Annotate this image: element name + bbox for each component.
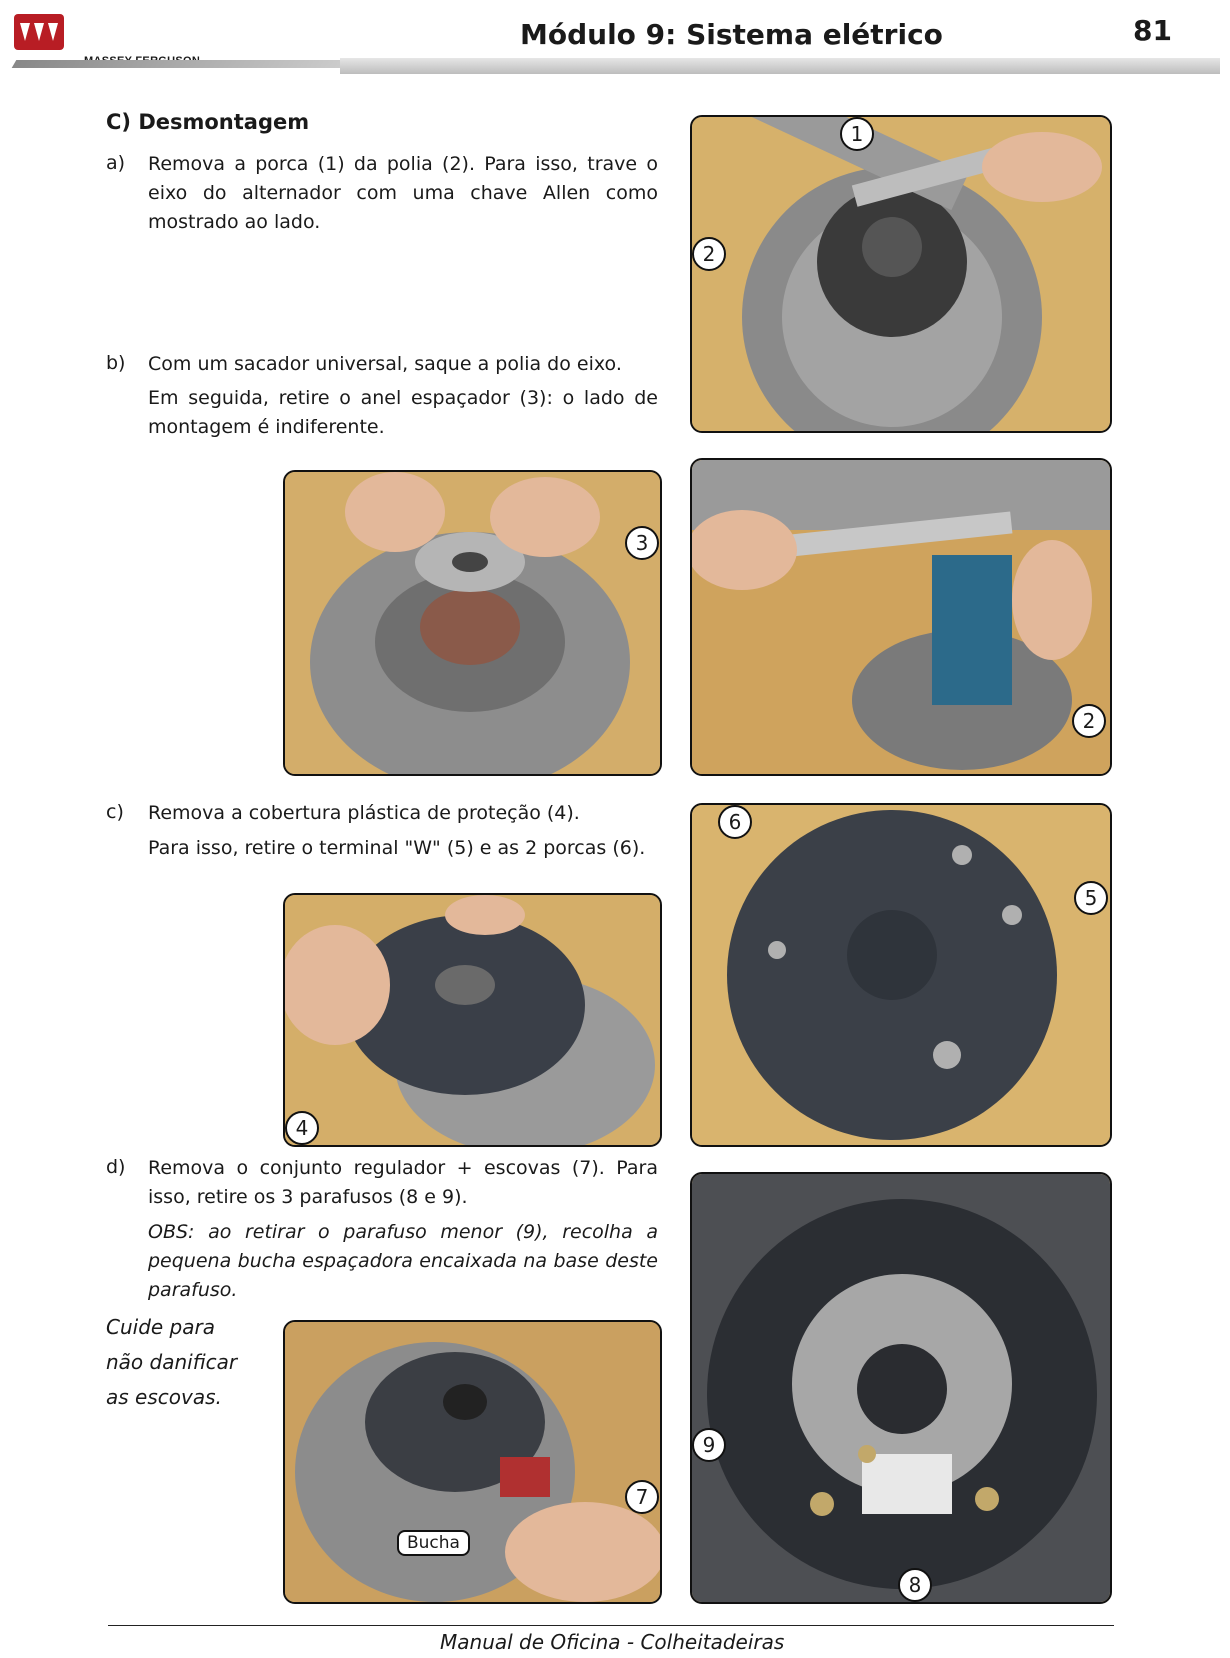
callout-1: 1 [840,117,874,151]
callout-7: 7 [625,1480,659,1514]
photo-spacer-ring [283,470,662,776]
step-d-obs: OBS: ao retirar o parafuso menor (9), recolha a pequena bucha espaçadora encaixada na base deste parafuso. [148,1221,658,1301]
side-note [106,1310,237,1415]
callout-6: 6 [718,805,752,839]
side-note-line: não danificar [106,1350,238,1374]
step-c-text2: Para isso, retire o terminal "W" (5) e as 2 porcas (6). [148,837,646,859]
footer-text: Manual de Oficina - Colheitadeiras [440,1630,785,1654]
callout-4: 4 [285,1111,319,1145]
step-c-text: Remova a cobertura plástica de proteção (4). [148,802,580,824]
photo-nut-pulley-removal [690,115,1112,433]
photo-universal-puller [690,458,1112,776]
step-a-text: Remova a porca (1) da polia (2). Para isso, trave o eixo do alternador com uma chave Allen como mostrado ao lado. [148,153,658,233]
side-note-line: as escovas. [106,1385,222,1409]
callout-2: 2 [1072,704,1106,738]
section-title: C) Desmontagem [106,110,310,134]
step-d-label: d) [106,1156,126,1178]
step-a-label: a) [106,152,126,174]
side-note-line: Cuide para [106,1315,215,1339]
page-title: Módulo 9: Sistema elétrico [520,18,943,51]
step-b-text2: Em seguida, retire o anel espaçador (3): o lado de montagem é indiferente. [148,387,658,438]
step-b-label: b) [106,352,126,374]
header-bar-left [12,60,347,68]
massey-ferguson-logo [14,14,64,50]
step-d-text: Remova o conjunto regulador + escovas (7). Para isso, retire os 3 parafusos (8 e 9). [148,1157,658,1208]
photo-regulator-screws [690,1172,1112,1604]
page-number: 81 [1133,14,1172,47]
callout-9: 9 [692,1428,726,1462]
header-bar-right [340,58,1220,74]
tag-bucha: Bucha [397,1530,470,1556]
callout-2: 2 [692,237,726,271]
callout-5: 5 [1074,881,1108,915]
step-b-text: Com um sacador universal, saque a polia do eixo. [148,353,622,375]
step-c-label: c) [106,801,124,823]
callout-3: 3 [625,526,659,560]
callout-8: 8 [898,1568,932,1602]
photo-regulator-brushes [283,1320,662,1604]
photo-plastic-cover [283,893,662,1147]
photo-rear-cover-terminals [690,803,1112,1147]
footer-divider [108,1625,1114,1626]
